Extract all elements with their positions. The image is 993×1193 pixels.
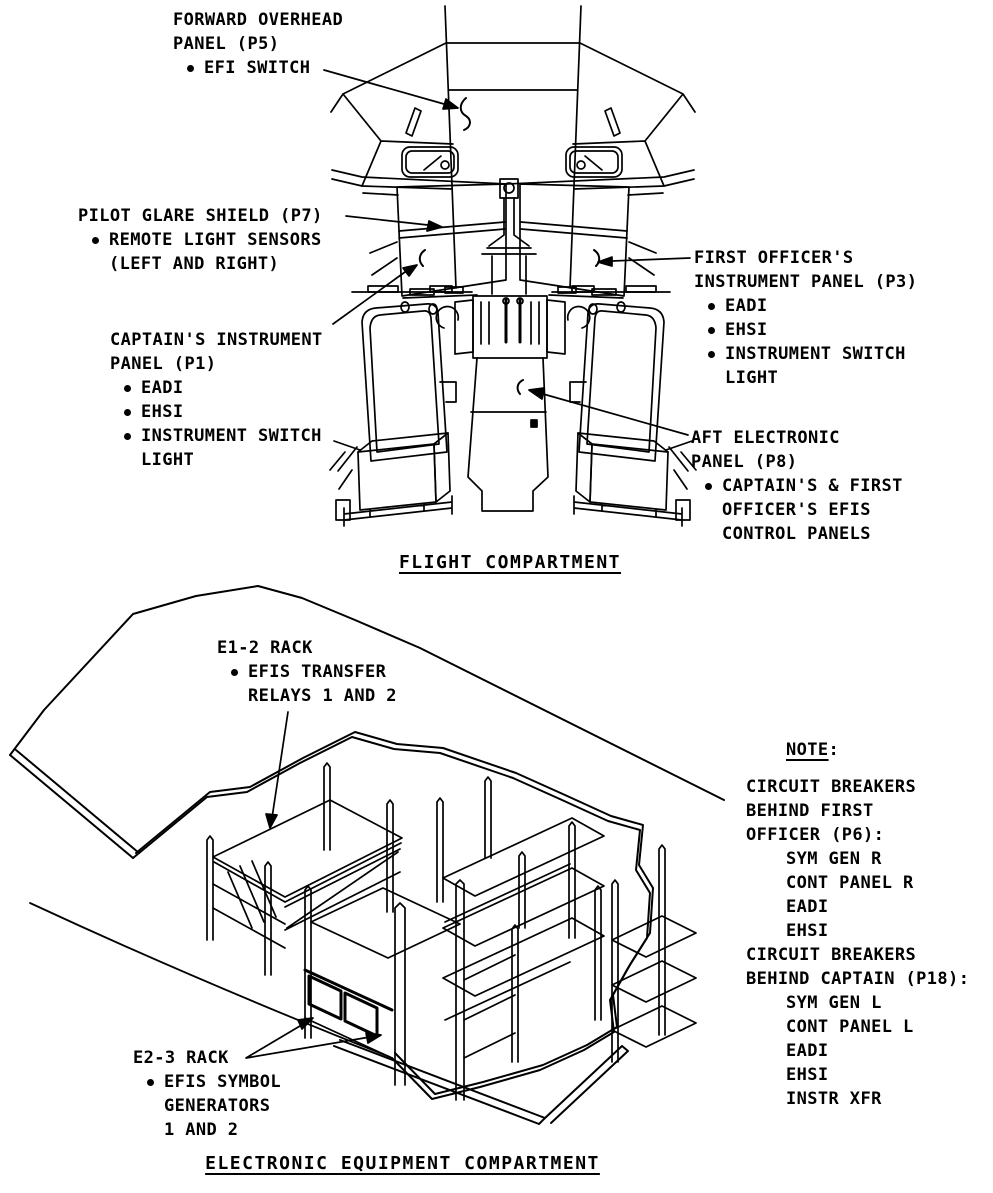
- leader-e1-2-rack: [266, 712, 288, 828]
- remote-light-sensor-left: [420, 250, 425, 266]
- center-pedestal: [455, 296, 565, 511]
- callout-bullet-continuation: LIGHT: [141, 450, 195, 470]
- note-intro-line: BEHIND FIRST: [746, 801, 874, 821]
- callout-title: PANEL (P1): [110, 354, 217, 374]
- note-item: SYM GEN R: [786, 849, 882, 869]
- switch-symbol: [461, 98, 470, 130]
- arrowhead: [443, 99, 458, 109]
- remote-light-sensor-right: [594, 250, 599, 266]
- callout-bullet: EADI: [725, 296, 768, 316]
- callout-bullet: EHSI: [141, 402, 184, 422]
- callout-bullet-continuation: 1 AND 2: [164, 1120, 239, 1140]
- bullet-dot: [708, 327, 715, 334]
- bullet-dot: [708, 351, 715, 358]
- note-item: EADI: [786, 897, 829, 917]
- windshield-frame: [331, 6, 695, 288]
- callout-bullet: EFIS SYMBOL: [164, 1072, 281, 1092]
- callout-title: PANEL (P5): [173, 34, 280, 54]
- note-block: [746, 738, 969, 1111]
- callout-bullet: REMOTE LIGHT SENSORS: [109, 230, 322, 250]
- arrowhead: [529, 388, 544, 399]
- callout-bullet-continuation: GENERATORS: [164, 1096, 271, 1116]
- leader-aft-electronic-panel: [518, 380, 688, 435]
- callout-bullet-continuation: (LEFT AND RIGHT): [109, 254, 280, 274]
- bullet-dot: [705, 483, 712, 490]
- callout-bullet: CAPTAIN'S & FIRST: [722, 476, 903, 496]
- bullet-dot: [231, 669, 238, 676]
- note-item: EADI: [786, 1041, 829, 1061]
- note-intro-line: CIRCUIT BREAKERS: [746, 777, 917, 797]
- callout-forward-overhead-panel: [173, 8, 343, 80]
- note-item: CONT PANEL R: [786, 873, 914, 893]
- e2-3-rack: [305, 888, 515, 1058]
- callout-captain-instrument-panel: [110, 328, 323, 472]
- bullet-dot: [124, 433, 131, 440]
- captain-seat: [336, 304, 456, 526]
- arrowhead: [427, 221, 442, 231]
- center-rack-shelves: [443, 818, 604, 1020]
- first-officer-instrument-panel: [520, 184, 629, 298]
- callout-bullet-continuation: LIGHT: [725, 368, 779, 388]
- first-officer-seat: [570, 304, 690, 526]
- center-standby-compass: [482, 179, 536, 294]
- callout-bullet: EFIS TRANSFER: [248, 662, 387, 682]
- figure-caption-electronic-equipment-compartment: ELECTRONIC EQUIPMENT COMPARTMENT: [205, 1153, 600, 1174]
- callout-bullet-continuation: OFFICER'S EFIS: [722, 500, 871, 520]
- callout-bullet-continuation: RELAYS 1 AND 2: [248, 686, 397, 706]
- callout-bullet: EHSI: [725, 320, 768, 340]
- callout-aft-electronic-panel: [691, 426, 903, 546]
- e1-2-rack: [213, 800, 402, 948]
- bullet-dot: [708, 303, 715, 310]
- flight-compartment-drawing: [324, 6, 696, 526]
- seat-rail-structure: [352, 286, 670, 328]
- callout-bullet-continuation: CONTROL PANELS: [722, 524, 871, 544]
- switch-symbol: [518, 380, 523, 394]
- callout-e2-3-rack: [133, 1046, 281, 1142]
- bullet-dot: [92, 237, 99, 244]
- note-heading-text: NOTE: [786, 740, 829, 760]
- leader-pilot-glare-shield: [346, 216, 442, 231]
- floor-hatch-lines: [330, 441, 696, 489]
- note-item: EHSI: [786, 921, 829, 941]
- callout-title: AFT ELECTRONIC: [691, 428, 840, 448]
- callout-first-officer-instrument-panel: [694, 246, 917, 390]
- leader-first-officer-panel: [594, 250, 690, 266]
- arrowhead: [366, 1033, 381, 1043]
- callout-title: CAPTAIN'S INSTRUMENT: [110, 330, 323, 350]
- callout-title: PANEL (P8): [691, 452, 798, 472]
- vent-window-left: [406, 108, 421, 136]
- note-item: INSTR XFR: [786, 1089, 882, 1109]
- note-intro-line: BEHIND CAPTAIN (P18):: [746, 969, 970, 989]
- vent-window-right: [605, 108, 620, 136]
- bullet-dot: [187, 65, 194, 72]
- callout-title: FIRST OFFICER'S: [694, 248, 854, 268]
- bullet-dot: [124, 409, 131, 416]
- note-intro-line: CIRCUIT BREAKERS: [746, 945, 917, 965]
- spacer: [746, 762, 969, 775]
- note-heading-colon: :: [828, 740, 840, 760]
- arrowhead: [403, 265, 417, 276]
- callout-bullet: INSTRUMENT SWITCH: [725, 344, 906, 364]
- callout-e1-2-rack: [217, 636, 397, 708]
- captain-instrument-panel: [397, 184, 506, 298]
- callout-bullet: EFI SWITCH: [204, 58, 311, 78]
- bullet-dot: [147, 1079, 154, 1086]
- callout-pilot-glare-shield: [78, 204, 323, 276]
- callout-bullet: EADI: [141, 378, 184, 398]
- note-intro-line: OFFICER (P6):: [746, 825, 885, 845]
- efis-symbol-generator-1: [309, 976, 341, 1019]
- bullet-dot: [124, 385, 131, 392]
- note-item: CONT PANEL L: [786, 1017, 914, 1037]
- callout-title: E1-2 RACK: [217, 638, 313, 658]
- figure-caption-flight-compartment: FLIGHT COMPARTMENT: [398, 552, 622, 573]
- callout-title: INSTRUMENT PANEL (P3): [694, 272, 918, 292]
- callout-bullet: INSTRUMENT SWITCH: [141, 426, 322, 446]
- right-rack-shelves: [612, 916, 696, 1047]
- callout-title: E2-3 RACK: [133, 1048, 229, 1068]
- note-item: EHSI: [786, 1065, 829, 1085]
- callout-title: PILOT GLARE SHIELD (P7): [78, 206, 323, 226]
- note-heading: [746, 738, 969, 762]
- eyebrow-window-left: [402, 147, 458, 177]
- note-item: SYM GEN L: [786, 993, 882, 1013]
- callout-title: FORWARD OVERHEAD: [173, 10, 344, 30]
